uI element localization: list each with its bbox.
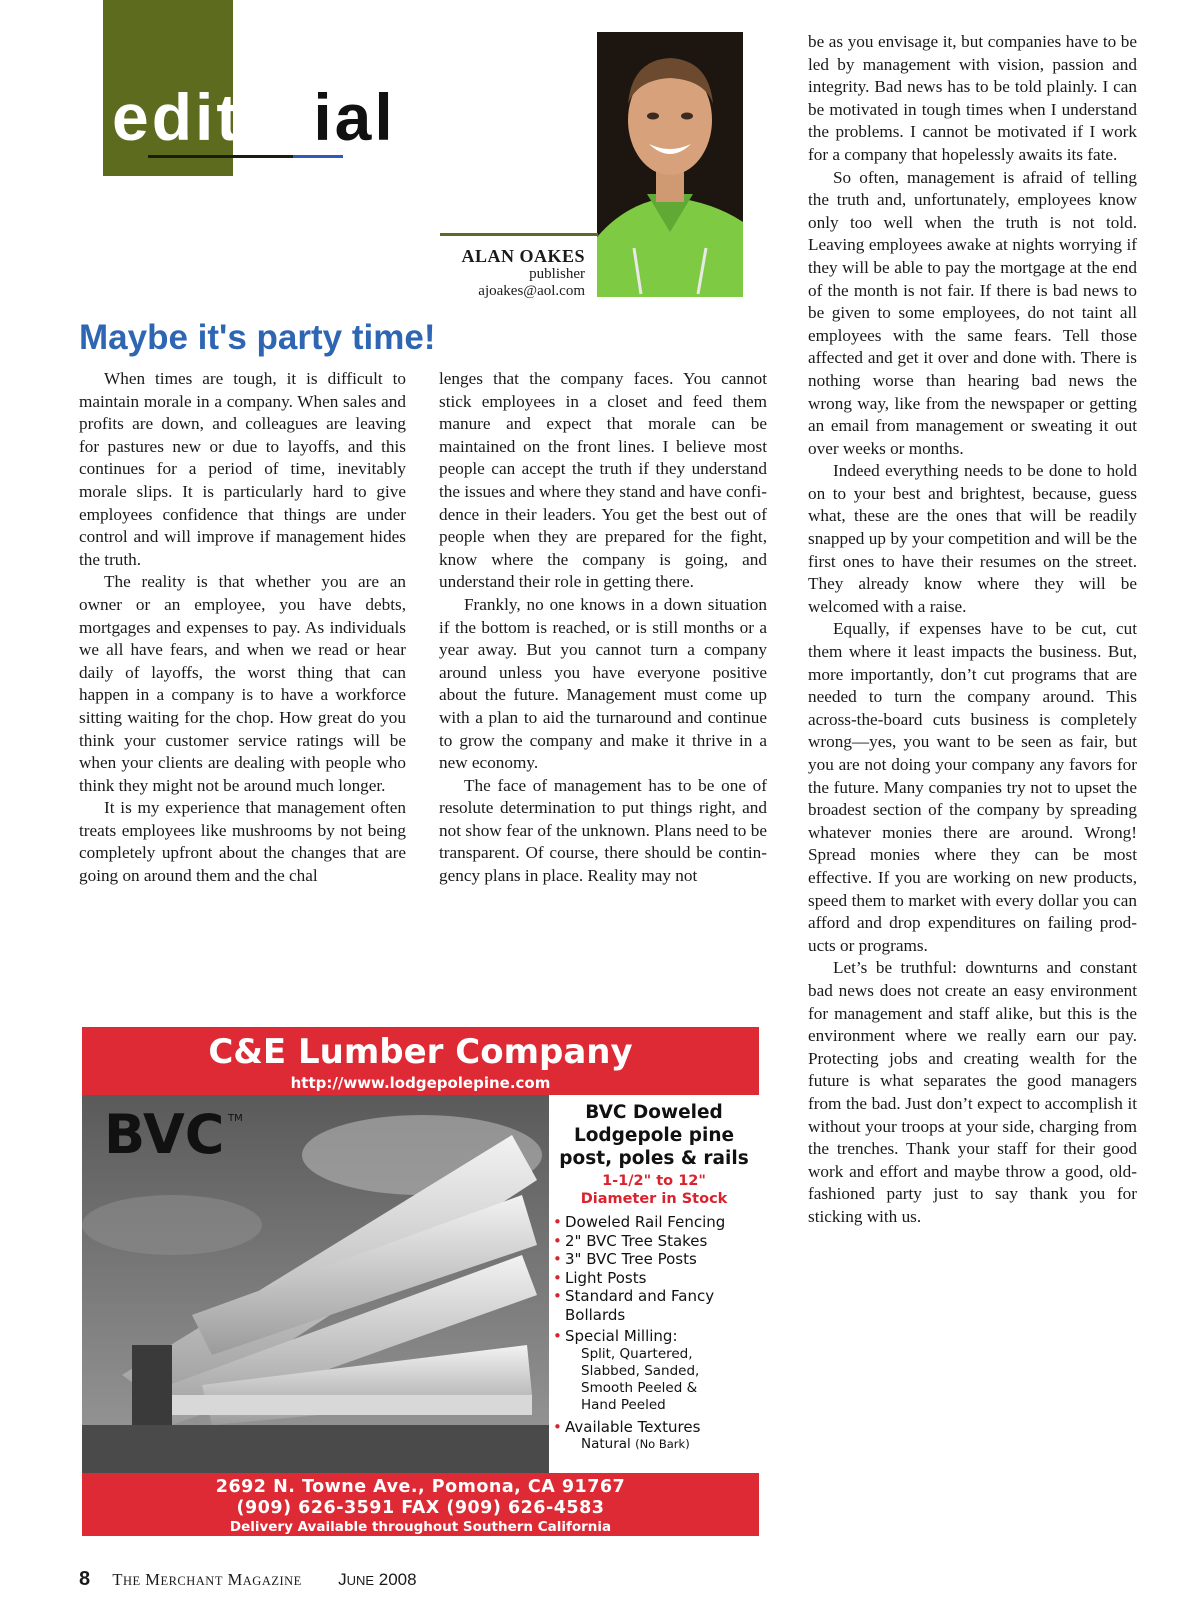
ad-address: 2692 N. Towne Ave., Pomona, CA 91767 bbox=[215, 1477, 626, 1497]
list-item-detail: Bollards bbox=[565, 1305, 626, 1324]
product-title-line: post, poles & rails bbox=[559, 1148, 749, 1169]
product-title-line: BVC Doweled bbox=[585, 1102, 723, 1123]
list-item: • Available Textures bbox=[553, 1417, 701, 1436]
paragraph: The face of management has to be one of resolute determination to put things right, and not show fear of the unknown. Plans need to be transparent. Of course, there should be contingency plans in place. Reality may not bbox=[439, 775, 767, 886]
paragraph: Let’s be truthful: downturns and constant bad news does not create an easy environment for management and staff alike, but this is the environment where we really earn our pay. Protecting jobs and creating wealth for the future is what separates the good managers from the bad. Just don’t expect to accomplish it without your troops at your side, charging from the trenches. Thank your staff for their good work and effort and maybe throw a good, old-fashioned party just to say thank you for sticking with us. bbox=[808, 958, 1137, 1226]
publisher-photo bbox=[597, 32, 743, 297]
bullet-icon: • bbox=[553, 1287, 562, 1305]
article-headline: Maybe it's party time! bbox=[79, 318, 436, 357]
publisher-portrait bbox=[597, 32, 743, 297]
article-column-1 bbox=[79, 368, 406, 888]
paragraph: So often, management is afraid of telling the truth and, unfortunately, employees know only too well when the truth is not told. Leaving employees awake at nights worrying if they will be able to pay the mortgage at the end of the month is not fair. If there is bad news to be given to some employees, do not taint all employees with the same fears. Tell those affected and get it over and done with. There is nothing worse than hearing bad news the wrong way, like from the newspaper or getting an email from management or sweating it out over weeks or months. bbox=[808, 167, 1137, 458]
section-title-light: editor bbox=[112, 80, 314, 154]
article-column-3 bbox=[808, 31, 1137, 1228]
diameter-caption: Diameter in Stock bbox=[580, 1191, 728, 1207]
issue-date: JUNE 2008 bbox=[338, 1570, 417, 1589]
paragraph: lenges that the company faces. You cannot stick employees in a closet and feed them manure and expect that morale can be maintained on the front lines. I believe most people can accept the truth if they understand the issues and where they stand and have confidence in their leaders. You get the best out of people when they are prepared for the fight, know where the company is going, and understand their role in getting there. bbox=[439, 369, 767, 592]
diameter-range: 1-1/2" to 12" bbox=[602, 1173, 706, 1189]
paragraph: It is my experience that management often treats employees like mushrooms by not being completely upfront about the changes that are going on around them and the chal bbox=[79, 798, 406, 886]
ad-footer bbox=[82, 1473, 759, 1536]
publisher-name: ALAN OAKES bbox=[461, 246, 585, 266]
list-item: • Doweled Rail Fencing bbox=[553, 1213, 726, 1231]
advertisement[interactable] bbox=[82, 1027, 759, 1536]
publisher-role: publisher bbox=[529, 266, 585, 282]
bullet-icon: • bbox=[553, 1268, 562, 1287]
bullet-icon: • bbox=[553, 1327, 562, 1345]
ad-header bbox=[82, 1027, 759, 1095]
ad-delivery: Delivery Available throughout Southern California bbox=[229, 1519, 612, 1535]
feature-list bbox=[549, 1213, 759, 1453]
list-item: • Standard and Fancy bbox=[553, 1287, 715, 1305]
bullet-icon: • bbox=[553, 1213, 562, 1231]
paragraph: Indeed everything needs to be done to hold on to your best and brightest, because, guess what, these are the ones that will be readily snapped up by your competition and will be the first ones to have their resumes on the street. They already know where they will be welcomed with a raise. bbox=[808, 461, 1137, 616]
bvc-logo: BVC bbox=[104, 1103, 225, 1166]
list-item-detail: Hand Peeled bbox=[581, 1396, 666, 1413]
ad-company-name: C&E Lumber Company bbox=[208, 1032, 633, 1072]
page-number: 8 bbox=[79, 1568, 91, 1590]
masthead-rule-accent bbox=[293, 155, 343, 158]
list-item: • Light Posts bbox=[553, 1268, 647, 1287]
list-item-detail: Split, Quartered, bbox=[581, 1345, 693, 1362]
bullet-icon: • bbox=[553, 1231, 562, 1250]
list-item: • 3" BVC Tree Posts bbox=[553, 1250, 697, 1268]
paragraph: Frankly, no one knows in a down situation if the bottom is reached, or is still months or a year away. But you cannot turn a company around unless you have everyone positive about the future. Management must come up with a plan to aid the turnaround and continue to grow the company and make it thrive in a new economy. bbox=[439, 594, 767, 773]
publisher-byline bbox=[400, 246, 585, 300]
section-title-dark: ial bbox=[313, 80, 396, 154]
paragraph: Equally, if expenses have to be cut, cut them where it least impacts the business. But, more importantly, don’t cut programs that are needed to turn the company around. This across-the-board cuts business is completely wrong—yes, you want to be seen as fair, but you are not doing your company any favors for the future. Many companies try not to upset the broadest section of the company by spreading whatever monies there are around. Wrong! Spread monies where they can be most effective. If you are working on new products, speed them to market with every dollar you can afford and drop expenditures on failing products or programs. bbox=[808, 619, 1137, 955]
bullet-icon: • bbox=[553, 1250, 562, 1268]
bullet-icon: • bbox=[553, 1417, 562, 1436]
section-title bbox=[112, 80, 396, 154]
ad-photo bbox=[82, 1095, 549, 1473]
trademark-symbol: TM bbox=[228, 1113, 243, 1124]
list-item: • 2" BVC Tree Stakes bbox=[553, 1231, 708, 1250]
paragraph: When times are tough, it is difficult to maintain morale in a company. When sales and profits are down, and colleagues are leaving for pastures new or due to layoffs, and this continues for a period of time, inevitably morale slips. It is particularly hard to give employees confidence that things are under control and will improve if management hides the truth. bbox=[79, 369, 406, 569]
photo-rule bbox=[440, 233, 598, 236]
diameter-note bbox=[549, 1172, 759, 1208]
paragraph: The reality is that whether you are an owner or an employee, you have debts, mortgages and expenses to pay. As individuals we all have fears, and when we read or hear daily of layoffs, the worst thing that can happen in a company is to have a workforce sitting waiting for the chop. How great do you think your customer service ratings will be when your clients are dealing with people who think they might not be around much longer. bbox=[79, 572, 406, 795]
ad-url[interactable]: http://www.lodgepolepine.com bbox=[290, 1074, 551, 1092]
list-item: • Special Milling: bbox=[553, 1327, 678, 1345]
ad-phone: (909) 626-3591 FAX (909) 626-4583 bbox=[236, 1498, 605, 1518]
magazine-name: THE MERCHANT MAGAZINE bbox=[112, 1570, 302, 1589]
list-item-detail: Smooth Peeled & bbox=[581, 1379, 698, 1396]
list-item-detail: Natural (No Bark) bbox=[581, 1436, 690, 1452]
masthead-rule bbox=[148, 155, 293, 158]
ad-product-info bbox=[549, 1095, 759, 1473]
article-column-2 bbox=[439, 368, 767, 888]
page-footer bbox=[79, 1568, 417, 1591]
product-title-line: Lodgepole pine bbox=[573, 1125, 735, 1146]
paragraph: be as you envisage it, but companies have to be led by management with vision, passion and integrity. Bad news has to be told plainly. I can be motivated in tough times when I understand the problems. I cannot be motivated if I work for a company that hopelessly awaits its fate. bbox=[808, 32, 1137, 164]
publisher-email[interactable]: ajoakes@aol.com bbox=[478, 283, 585, 299]
product-title bbox=[549, 1101, 759, 1170]
lumber-truck-photo bbox=[82, 1095, 549, 1473]
list-item-detail: Slabbed, Sanded, bbox=[581, 1362, 700, 1379]
